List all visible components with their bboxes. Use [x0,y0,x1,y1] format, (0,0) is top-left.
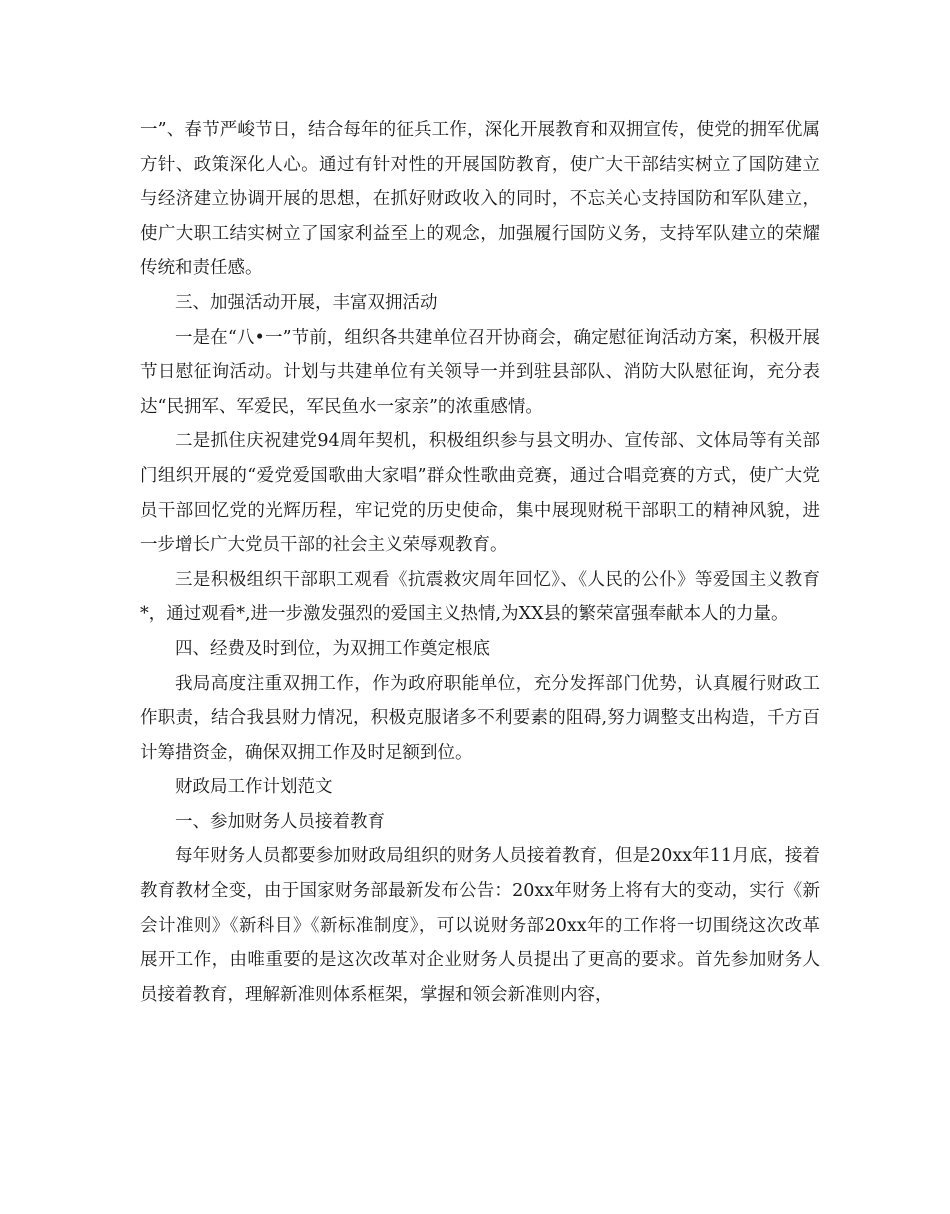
paragraph-7: 我局高度注重双拥工作，作为政府职能单位，充分发挥部门优势，认真履行财政工作职责，结合我县财力情况，积极克服诸多不利要素的阻碍,努力调整支出构造，千方百计筹措资金，确保双拥工作及时足额到位。 [140,673,820,763]
section-heading-4: 四、经费及时到位，为双拥工作奠定根底 [175,638,490,659]
paragraph-1: 一”、春节严峻节日，结合每年的征兵工作，深化开展教育和双拥宣传，使党的拥军优属方针、政策深化人心。通过有针对性的开展国防教育，使广大干部结实树立了国防建立与经济建立协调开展的思想，在抓好财政收入的同时，不忘关心支持国防和军队建立，使广大职工结实树立了国家利益至上的观念，加强履行国防义务，支持军队建立的荣耀传统和责任感。 [140,120,820,279]
paragraph-4: 二是抓住庆祝建党94周年契机，积极组织参与县文明办、宣传部、文体局等有关部门组织开展的“爱党爱国歌曲大家唱”群众性歌曲竞赛，通过合唱竞赛的方式，使广大党员干部回忆党的光辉历程，牢记党的历史使命，集中展现财税干部职工的精神风貌，进一步增长广大党员干部的社会主义荣辱观教育。 [140,431,820,556]
document-subtitle: 财政局工作计划范文 [175,777,333,798]
paragraph-3: 一是在“八•一”节前，组织各共建单位召开协商会，确定慰征询活动方案，积极开展节日慰征询活动。计划与共建单位有关领导一并到驻县部队、消防大队慰征询，充分表达“民拥军、军爱民，军民鱼水一家亲”的浓重感情。 [140,327,820,417]
document-body [140,113,820,1012]
section-heading-3: 三、加强活动开展，丰富双拥活动 [175,292,438,313]
section-heading-1: 一、参加财务人员接着教育 [175,811,385,832]
paragraph-10: 每年财务人员都要参加财政局组织的财务人员接着教育，但是20xx年11月底，接着教育教材全变，由于国家财务部最新发布公告：20xx年财务上将有大的变动，实行《新会计准则》《新科目》《新标准制度》，可以说财务部20xx年的工作将一切围绕这次改革展开工作，由唯重要的是这次改革对企业财务人员提出了更高的要求。首先参加财务人员接着教育，理解新准则体系框架，掌握和领会新准则内容， [140,846,820,1005]
paragraph-5: 三是积极组织干部职工观看《抗震救灾周年回忆》、《人民的公仆》等爱国主义教育*，通过观看*,进一步激发强烈的爱国主义热情,为XX县的繁荣富强奉献本人的力量。 [140,569,820,625]
